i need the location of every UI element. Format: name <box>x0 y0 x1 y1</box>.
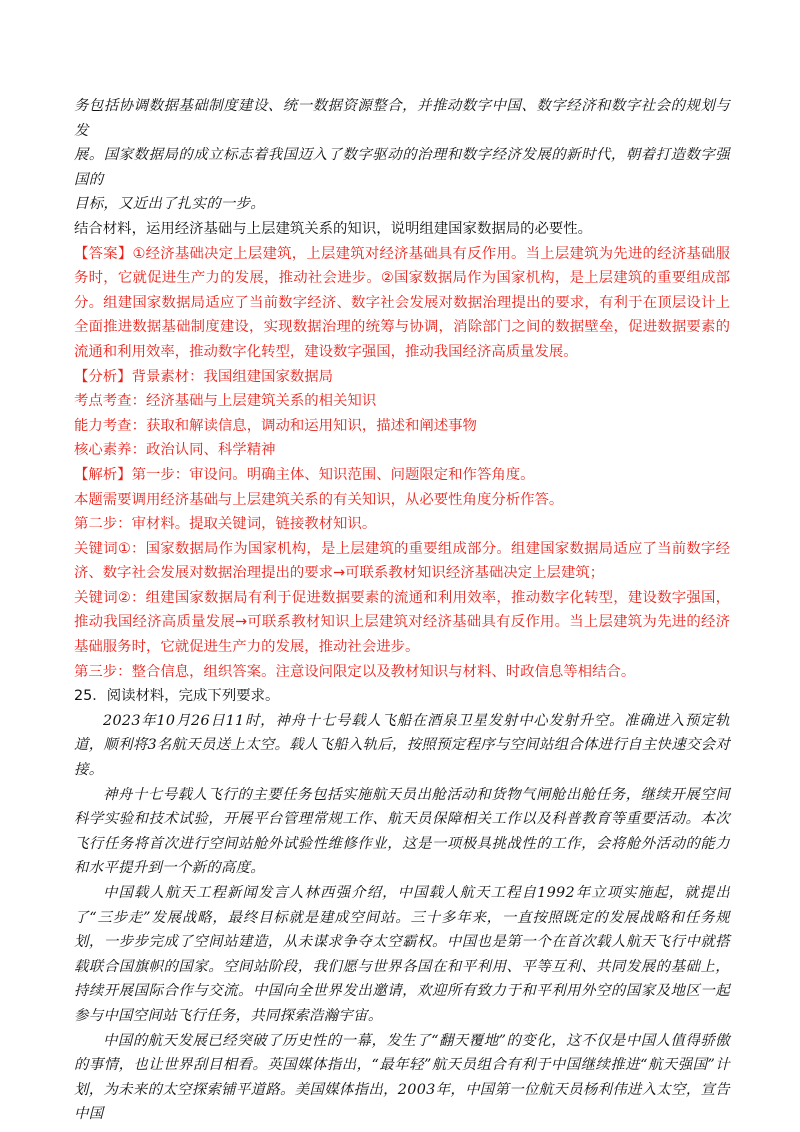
analysis-line: 【分析】背景素材：我国组建国家数据局 <box>74 368 334 385</box>
explanation-line: 本题需要调用经济基础与上层建筑关系的有关知识，从必要性角度分析作答。 <box>74 491 564 508</box>
material-paragraph: 神舟十七号载人飞行的主要任务包括实施航天员出舱活动和货物气闸舱出舱任务，继续开展空间科学实验和技术试验，开展平台管理常规工作、航天员保障相关工作以及科普教育等重要活动。本次飞行任务将首次进行空间站舱外试验性维修作业，这是一项极具挑战性的工作，会将舱外活动的能力和水平提升到一个新的高度。 <box>74 786 730 877</box>
answer-text: 【答案】①经济基础决定上层建筑，上层建筑对经济基础具有反作用。当上层建筑为先进的经济基础服务时，它就促进生产力的发展，推动社会进步。②国家数据局作为国家机构，是上层建筑的重要组成部分。组建国家数据局适应了当前数字经济、数字社会发展对数据治理提出的要求，有利于在顶层设计上全面推进数据基础制度建设，实现数据治理的统筹与协调，消除部门之间的数据壁垒，促进数据要素的流通和利用效率，推动数字化转型，建设数字强国，推动我国经济高质量发展。 <box>74 245 730 360</box>
material-line: 目标，又近出了扎实的一步。 <box>74 196 265 213</box>
explanation-section <box>74 463 730 684</box>
analysis-line: 能力考查：获取和解读信息，调动和运用知识，描述和阐述事物 <box>74 417 477 434</box>
question-text: 结合材料，运用经济基础与上层建筑关系的知识，说明组建国家数据局的必要性。 <box>74 220 593 237</box>
material-paragraph: 中国的航天发展已经突破了历史性的一幕，发生了“翻天覆地”的变化，这不仅是中国人值得骄傲的事情，也让世界刮目相看。英国媒体指出，“最年轻”航天员组合有利于中国继续推进“航天强国”计划，为未来的太空探索铺平道路。美国媒体指出，2003年，中国第一位航天员杨利伟进入太空，宣告中国 <box>74 1032 730 1123</box>
material-line: 务包括协调数据基础制度建设、统一数据资源整合，并推动数字中国、数字经济和数字社会的规划与发 <box>74 98 730 139</box>
analysis-body: 背景素材：我国组建国家数据局 <box>131 368 334 385</box>
analysis-line: 考点考查：经济基础与上层建筑关系的相关知识 <box>74 393 377 410</box>
material-paragraph <box>74 94 730 217</box>
explanation-line: 【解析】第一步：审设问。明确主体、知识范围、问题限定和作答角度。 <box>74 466 535 483</box>
question-25-material <box>74 709 730 1127</box>
explanation-line: 关键词①：国家数据局作为国家机构，是上层建筑的重要组成部分。组建国家数据局适应了当前数字经济、数字社会发展对数据治理提出的要求→可联系教材知识经济基础决定上层建筑； <box>74 540 730 582</box>
analysis-line: 核心素养：政治认同、科学精神 <box>74 442 276 459</box>
explanation-line: 第三步：整合信息，组织答案。注意设问限定以及教材知识与材料、时政信息等相结合。 <box>74 663 636 680</box>
material-paragraph: 2023年10月26日11时，神舟十七号载人飞船在酒泉卫星发射中心发射升空。准确进入预定轨道，顺利将3名航天员送上太空。载人飞船入轨后，按照预定程序与空间站组合体进行自主快速交会对接。 <box>74 712 730 779</box>
material-line: 展。国家数据局的成立标志着我国迈入了数字驱动的治理和数字经济发展的新时代，朝着打造数字强国的 <box>74 147 730 188</box>
explanation-line: 关键词②：组建国家数据局有利于促进数据要素的流通和利用效率，推动数字化转型，建设数字强国，推动我国经济高质量发展→可联系教材知识上层建筑对经济基础具有反作用。当上层建筑为先进的经济基础服务时，它就促进生产力的发展，推动社会进步。 <box>74 589 730 656</box>
question-25-title: 25．阅读材料，完成下列要求。 <box>74 688 280 705</box>
analysis-section <box>74 365 730 463</box>
explanation-line: 第二步：审材料。提取关键词，链接教材知识。 <box>74 516 377 533</box>
material-paragraph: 中国载人航天工程新闻发言人林西强介绍，中国载人航天工程自1992年立项实施起，就提出了“三步走”发展战略，最终目标就是建成空间站。三十多年来，一直按照既定的发展战略和任务规划，一步步完成了空间站建造，从未谋求争夺太空霸权。中国也是第一个在首次载人航天飞行中就搭载联合国旗帜的国家。空间站阶段，我们愿与世界各国在和平利用、平等互利、共同发展的基础上，持续开展国际合作与交流。中国向全世界发出邀请，欢迎所有致力于和平利用外空的国家及地区一起参与中国空间站飞行任务，共同探索浩瀚宇宙。 <box>74 885 730 1024</box>
